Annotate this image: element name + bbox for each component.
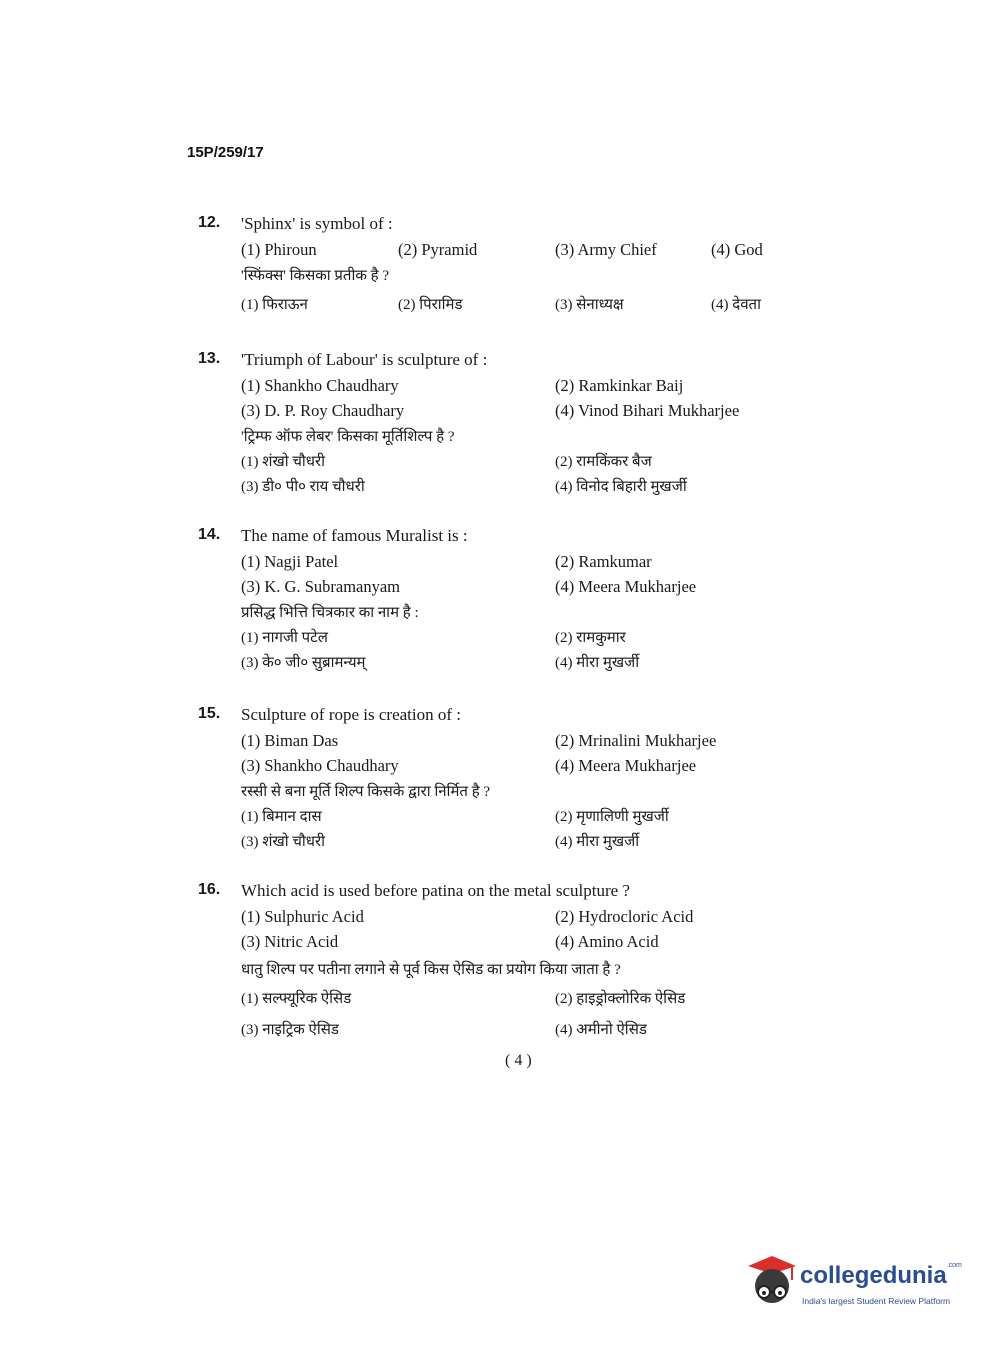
option-2-hindi: (2) मृणालिणी मुखर्जी [555, 809, 669, 825]
page-number: ( 4 ) [505, 1052, 532, 1069]
question-text-hindi: 'ट्रिम्फ ऑफ लेबर' किसका मूर्तिशिल्प है ? [241, 429, 455, 445]
option-2: (2) Hydrocloric Acid [555, 907, 694, 926]
option-3: (3) Shankho Chaudhary [241, 756, 399, 775]
option-4-hindi: (4) अमीनो ऐसिड [555, 1022, 647, 1038]
question-15 [198, 705, 798, 856]
option-1-hindi: (1) फिराऊन [241, 297, 308, 313]
option-3: (3) Army Chief [555, 240, 657, 259]
option-4: (4) Amino Acid [555, 932, 659, 951]
option-1: (1) Nagji Patel [241, 552, 339, 571]
question-13 [198, 350, 798, 501]
paper-code: 15P/259/17 [187, 144, 264, 161]
option-2-hindi: (2) रामकुमार [555, 630, 626, 646]
logo-tagline: India's largest Student Review Platform [802, 1296, 951, 1306]
option-2: (2) Ramkinkar Baij [555, 376, 684, 395]
logo-text: collegedunia$^{.com}$ [800, 1262, 962, 1289]
option-1-hindi: (1) सल्फ्यूरिक ऐसिड [241, 991, 352, 1007]
option-2-hindi: (2) पिरामिड [398, 297, 463, 313]
option-2: (2) Mrinalini Mukharjee [555, 731, 717, 750]
question-number: 16. [198, 881, 221, 898]
option-2-hindi: (2) हाइड्रोक्लोरिक ऐसिड [555, 991, 686, 1007]
option-4: (4) Vinod Bihari Mukharjee [555, 401, 740, 420]
option-1-hindi: (1) शंखो चौधरी [241, 454, 326, 470]
question-number: 12. [198, 214, 221, 231]
option-3-hindi: (3) सेनाध्यक्ष [555, 297, 624, 313]
option-1: (1) Biman Das [241, 731, 339, 750]
option-3: (3) D. P. Roy Chaudhary [241, 401, 405, 420]
mascot-icon [742, 1252, 798, 1310]
option-4-hindi: (4) मीरा मुखर्जी [555, 655, 640, 671]
question-text: 'Triumph of Labour' is sculpture of : [241, 350, 488, 369]
question-number: 14. [198, 526, 221, 543]
option-1-hindi: (1) बिमान दास [241, 809, 322, 825]
option-3-hindi: (3) डी० पी० राय चौधरी [241, 479, 365, 495]
question-number: 15. [198, 705, 221, 722]
option-4: (4) Meera Mukharjee [555, 756, 697, 775]
question-text: Sculpture of rope is creation of : [241, 705, 461, 724]
option-1-hindi: (1) नागजी पटेल [241, 630, 328, 646]
option-2: (2) Pyramid [398, 240, 478, 259]
question-16 [198, 881, 798, 1044]
option-3-hindi: (3) नाइट्रिक ऐसिड [241, 1022, 339, 1038]
question-text-hindi: धातु शिल्प पर पतीना लगाने से पूर्व किस ऐसिड का प्रयोग किया जाता है ? [241, 962, 621, 978]
option-1: (1) Sulphuric Acid [241, 907, 364, 926]
option-2-hindi: (2) रामकिंकर बैज [555, 454, 652, 470]
question-text: The name of famous Muralist is : [241, 526, 468, 545]
option-3: (3) Nitric Acid [241, 932, 339, 951]
question-text-hindi: रस्सी से बना मूर्ति शिल्प किसके द्वारा निर्मित है ? [241, 784, 491, 800]
question-text-hindi: 'स्फिंक्स' किसका प्रतीक है ? [241, 268, 389, 284]
option-1: (1) Phiroun [241, 240, 317, 259]
option-3-hindi: (3) शंखो चौधरी [241, 834, 326, 850]
collegedunia-logo [742, 1252, 972, 1312]
option-3: (3) K. G. Subramanyam [241, 577, 401, 596]
question-number: 13. [198, 350, 221, 367]
option-2: (2) Ramkumar [555, 552, 652, 571]
question-12 [198, 214, 798, 319]
option-4-hindi: (4) देवता [711, 297, 761, 313]
option-3-hindi: (3) के० जी० सुब्रामन्यम् [241, 655, 366, 671]
option-4-hindi: (4) विनोद बिहारी मुखर्जी [555, 479, 687, 495]
option-4: (4) God [711, 240, 763, 259]
option-4-hindi: (4) मीरा मुखर्जी [555, 834, 640, 850]
question-14 [198, 526, 798, 677]
question-text-hindi: प्रसिद्ध भित्ति चित्रकार का नाम है : [241, 605, 419, 621]
option-4: (4) Meera Mukharjee [555, 577, 697, 596]
question-text: 'Sphinx' is symbol of : [241, 214, 393, 233]
option-1: (1) Shankho Chaudhary [241, 376, 399, 395]
question-text: Which acid is used before patina on the metal sculpture ? [241, 881, 630, 900]
